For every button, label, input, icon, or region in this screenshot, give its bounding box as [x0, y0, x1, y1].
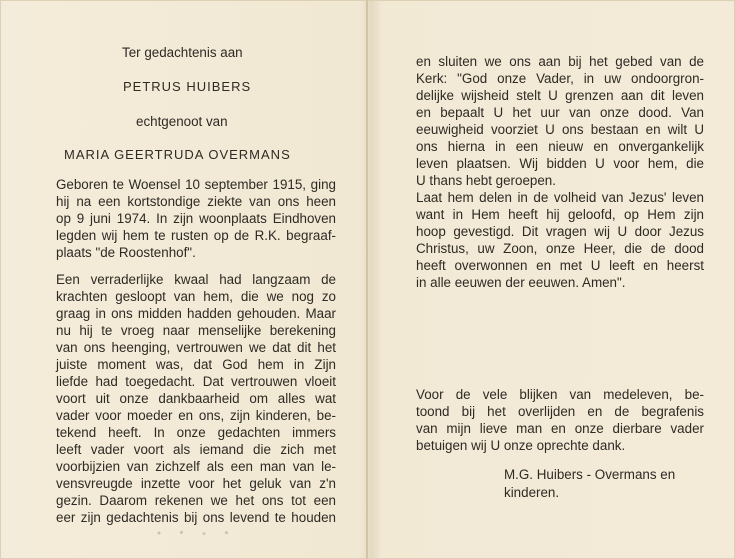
text-line: leven plaatsen. Wij bidden U voor hem, die [416, 156, 704, 171]
text-line: gezin. Daarom rekenen we het ons tot een [56, 493, 336, 508]
text-line: eer zijn gedachtenis bij ons levend te houden [56, 510, 336, 525]
text-line: krachten gesloopt van hem, die we nog zo [56, 289, 336, 304]
text-line: legden wij hem te rusten op de R.K. begraaf- [56, 228, 336, 243]
text-line: Christus, uw Zoon, onze Heer, die de dood [416, 241, 704, 256]
text-line: want in Hem heeft hij geloofd, op Hem zijn [416, 207, 704, 222]
text-line: Kerk: "God onze Vader, in uw ondoorgron- [416, 71, 704, 86]
text-line: heeft overwonnen en met U leeft en heerst [416, 258, 704, 273]
left-page [56, 0, 336, 559]
text-line: op 9 juni 1974. In zijn woonplaats Eindhoven [56, 211, 336, 226]
text-line: delijke wijsheid stelt U grenzen aan dit leven [416, 88, 704, 103]
text-line: nu hij te vroeg naar menselijke berekening [56, 323, 336, 338]
signature-line: M.G. Huibers - Overmans en [504, 467, 676, 482]
text-line: U thans hebt geroepen. [416, 173, 556, 188]
deceased-name: PETRUS HUIBERS [123, 79, 252, 94]
text-line: Geboren te Woensel 10 september 1915, ging [56, 177, 336, 192]
spouse-name: MARIA GEERTRUDA OVERMANS [64, 147, 291, 162]
text-line: vader voor moeder en ons, zijn kinderen, be- [56, 408, 336, 423]
right-page [416, 0, 704, 559]
text-line: Een verraderlijke kwaal had langzaam de [56, 272, 336, 287]
text-line: en sluiten we ons aan bij het gebed van de [416, 54, 704, 69]
heading-in-memory: Ter gedachtenis aan [122, 45, 243, 60]
text-line: ons hierna in een nieuw en onvergankelijk [416, 139, 704, 154]
text-line: Laat hem delen in de volheid van Jezus' leven [416, 190, 704, 205]
card-fold [366, 0, 368, 559]
text-line: voort uit onze dankbaarheid om alles wat [56, 391, 336, 406]
text-line: plaats "de Roostenhof". [56, 245, 196, 260]
text-line: voorbijzien van zichzelf als een man van le- [56, 459, 336, 474]
text-line: en bepaalt U het uur van onze dood. Van [416, 105, 704, 120]
text-line: vensvreugde inzette voor het geluk van z'n [56, 476, 336, 491]
text-line: graag in ons midden hadden gehouden. Maar [56, 306, 336, 321]
text-line: Voor de vele blijken van medeleven, be- [416, 387, 704, 402]
text-line: juiste moment was, dat God hem in Zijn [56, 357, 336, 372]
text-line: hij na een kortstondige ziekte van ons heen [56, 194, 336, 209]
text-line: betuigen wij U onze oprechte dank. [416, 438, 626, 453]
text-line: liefde had toegedacht. Dat vertrouwen vloeit [56, 374, 336, 389]
signature-line: kinderen. [504, 485, 560, 500]
heading-spouse-of: echtgenoot van [136, 114, 228, 129]
text-line: toond bij het overlijden en de begrafenis [416, 404, 704, 419]
text-line: in alle eeuwen der eeuwen. Amen". [416, 275, 626, 290]
text-line: van ons heenging, vertrouwen we dat dit het [56, 340, 336, 355]
paper-speckle [150, 530, 240, 536]
text-line: hoop gevestigd. Dit vragen wij U door Jezus [416, 224, 704, 239]
text-line: eeuwigheid voorziet U ons bestaan en wilt U [416, 122, 704, 137]
text-line: leeft vader voort als iemand die zich met [56, 442, 336, 457]
text-line: tekend heeft. In onze gedachten immers [56, 425, 336, 440]
text-line: van mijn lieve man en onze dierbare vader [416, 421, 704, 436]
